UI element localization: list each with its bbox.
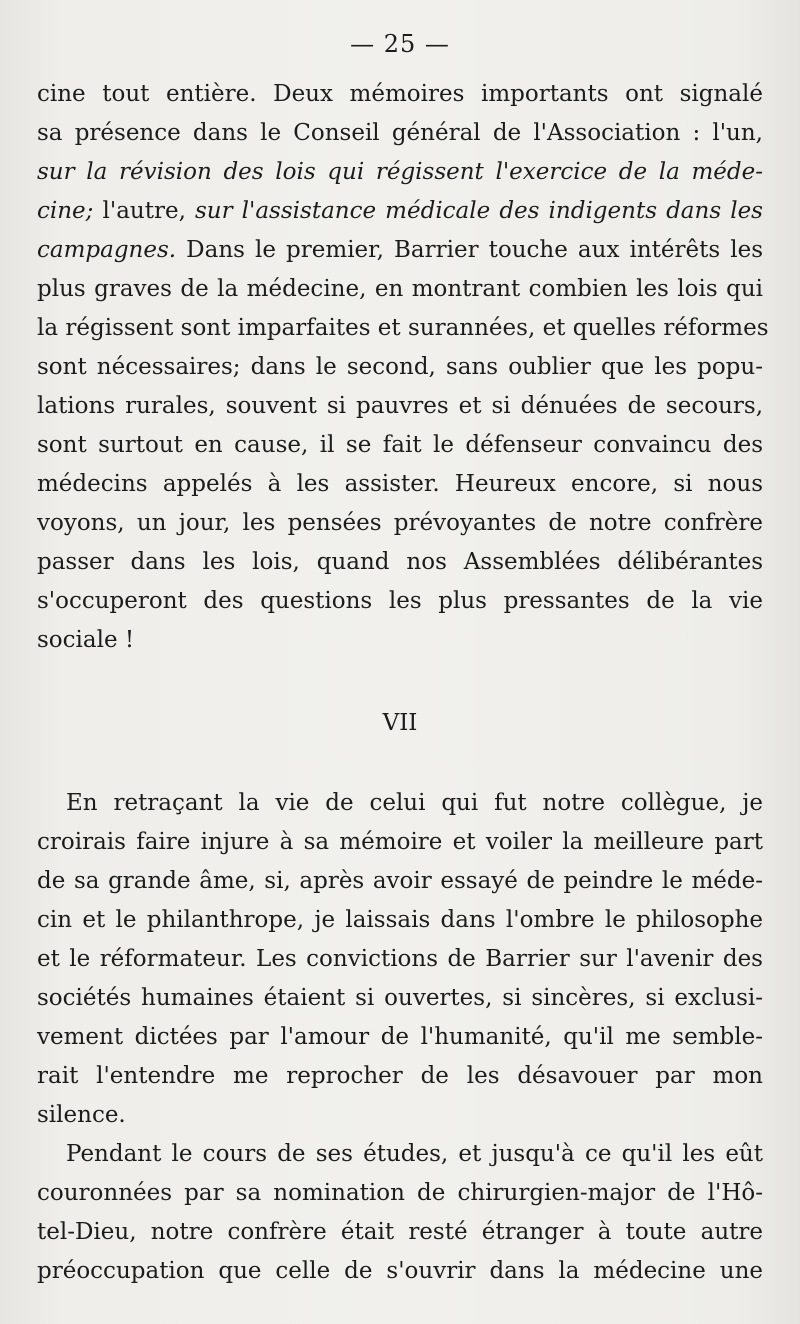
text-line: passer dans les lois, quand nos Assemblées délibérantes	[37, 549, 763, 575]
text-line: cin et le philanthrope, je laissais dans l'ombre le philosophe	[37, 907, 763, 933]
text-line: et le réformateur. Les convictions de Barrier sur l'avenir des	[37, 946, 763, 972]
text-line: vement dictées par l'amour de l'humanité, qu'il me semble-	[37, 1024, 763, 1050]
text-line: tel-Dieu, notre confrère était resté étranger à toute autre	[37, 1219, 763, 1245]
text-line: Pendant le cours de ses études, et jusqu'à ce qu'il les eût	[66, 1141, 763, 1167]
text-line: lations rurales, souvent si pauvres et si dénuées de secours,	[37, 393, 763, 419]
text-line: croirais faire injure à sa mémoire et voiler la meilleure part	[37, 829, 763, 855]
text-line: préoccupation que celle de s'ouvrir dans la médecine une	[37, 1258, 763, 1284]
text-line: médecins appelés à les assister. Heureux encore, si nous	[37, 471, 763, 497]
text-line: En retraçant la vie de celui qui fut notre collègue, je	[66, 790, 763, 816]
text-line: sociale !	[37, 627, 135, 653]
page-number: — 25 —	[350, 30, 450, 58]
text-line: de sa grande âme, si, après avoir essayé de peindre le méde-	[37, 868, 763, 894]
text-line: rait l'entendre me reprocher de les désavouer par mon	[37, 1063, 763, 1089]
italic-title: sur l'assistance médicale des indigents dans les	[194, 198, 763, 224]
text-line	[37, 230, 763, 270]
text-line: sont surtout en cause, il se fait le défenseur convaincu des	[37, 432, 763, 458]
text-line	[37, 152, 763, 192]
text-line: voyons, un jour, les pensées prévoyantes de notre confrère	[37, 510, 763, 536]
text-line: sa présence dans le Conseil général de l'Association : l'un,	[37, 120, 763, 146]
text-line: sociétés humaines étaient si ouvertes, si sincères, si exclusi-	[37, 985, 763, 1011]
text-line: sont nécessaires; dans le second, sans oublier que les popu-	[37, 354, 763, 380]
text-line: cine tout entière. Deux mémoires importants ont signalé	[37, 81, 763, 107]
text-line	[37, 191, 763, 231]
text-line: couronnées par sa nomination de chirurgien-major de l'Hô-	[37, 1180, 763, 1206]
italic-title: sur la révision des lois qui régissent l'exercice de la méde-	[37, 159, 763, 185]
text-span: Dans le premier, Barrier touche aux intérêts les	[176, 237, 763, 263]
text-line: la régissent sont imparfaites et surannées, et quelles réformes	[37, 315, 769, 341]
text-line: silence.	[37, 1102, 126, 1128]
text-line: plus graves de la médecine, en montrant combien les lois qui	[37, 276, 763, 302]
text-span: l'autre,	[93, 198, 195, 224]
text-line: s'occuperont des questions les plus pressantes de la vie	[37, 588, 763, 614]
section-heading: VII	[382, 710, 418, 736]
italic-title: campagnes.	[37, 237, 177, 263]
italic-title: cine;	[37, 198, 94, 224]
